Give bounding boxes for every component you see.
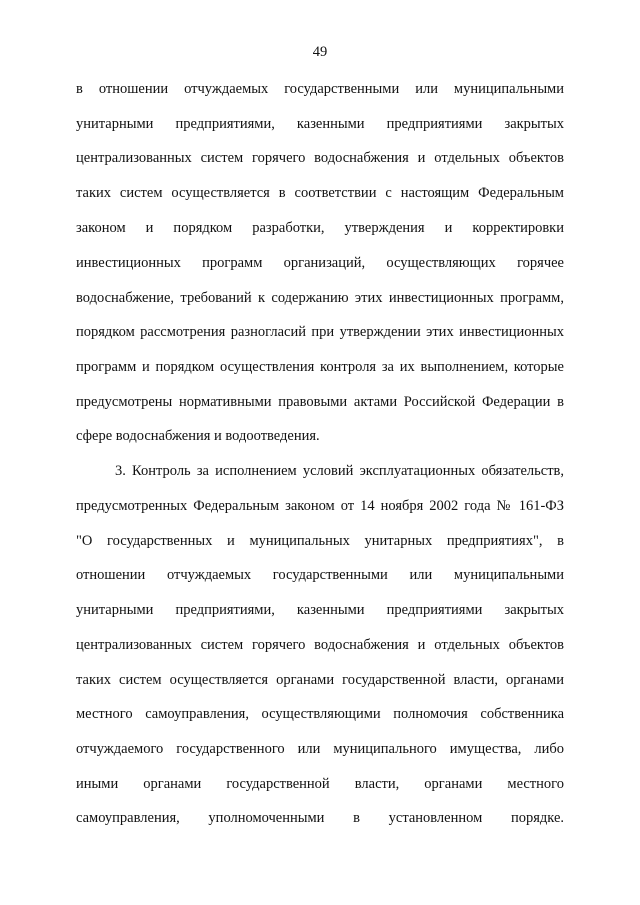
- text-line: таких систем осуществляется органами государственной власти, органами: [76, 672, 564, 688]
- text-line: отчуждаемого государственного или муниципального имущества, либо: [76, 741, 564, 757]
- text-line: сфере водоснабжения и водоотведения.: [76, 428, 320, 444]
- text-line: таких систем осуществляется в соответствии с настоящим Федеральным: [76, 185, 564, 201]
- text-line: законом и порядком разработки, утверждения и корректировки: [76, 220, 564, 236]
- text-line: в отношении отчуждаемых государственными или муниципальными: [76, 81, 564, 97]
- text-line: централизованных систем горячего водоснабжения и отдельных объектов: [76, 637, 564, 653]
- text-line: самоуправления, уполномоченными в установленном порядке.: [76, 810, 564, 826]
- text-line: иными органами государственной власти, органами местного: [76, 776, 564, 792]
- text-line: водоснабжение, требований к содержанию этих инвестиционных программ,: [76, 290, 564, 306]
- page-number: 49: [312, 44, 328, 60]
- text-line: инвестиционных программ организаций, осуществляющих горячее: [76, 255, 564, 271]
- text-line: "О государственных и муниципальных унитарных предприятиях", в: [76, 533, 564, 549]
- text-line: унитарными предприятиями, казенными предприятиями закрытых: [76, 602, 564, 618]
- paragraph-start-line: 3. Контроль за исполнением условий эксплуатационных обязательств,: [115, 463, 564, 479]
- text-line: предусмотренных Федеральным законом от 14 ноября 2002 года № 161-ФЗ: [76, 498, 564, 514]
- text-line: программ и порядком осуществления контроля за их выполнением, которые: [76, 359, 564, 375]
- text-line: местного самоуправления, осуществляющими полномочия собственника: [76, 706, 564, 722]
- text-line: централизованных систем горячего водоснабжения и отдельных объектов: [76, 150, 564, 166]
- text-line: порядком рассмотрения разногласий при утверждении этих инвестиционных: [76, 324, 564, 340]
- text-line: предусмотрены нормативными правовыми актами Российской Федерации в: [76, 394, 564, 410]
- text-line: унитарными предприятиями, казенными предприятиями закрытых: [76, 116, 564, 132]
- text-line: отношении отчуждаемых государственными или муниципальными: [76, 567, 564, 583]
